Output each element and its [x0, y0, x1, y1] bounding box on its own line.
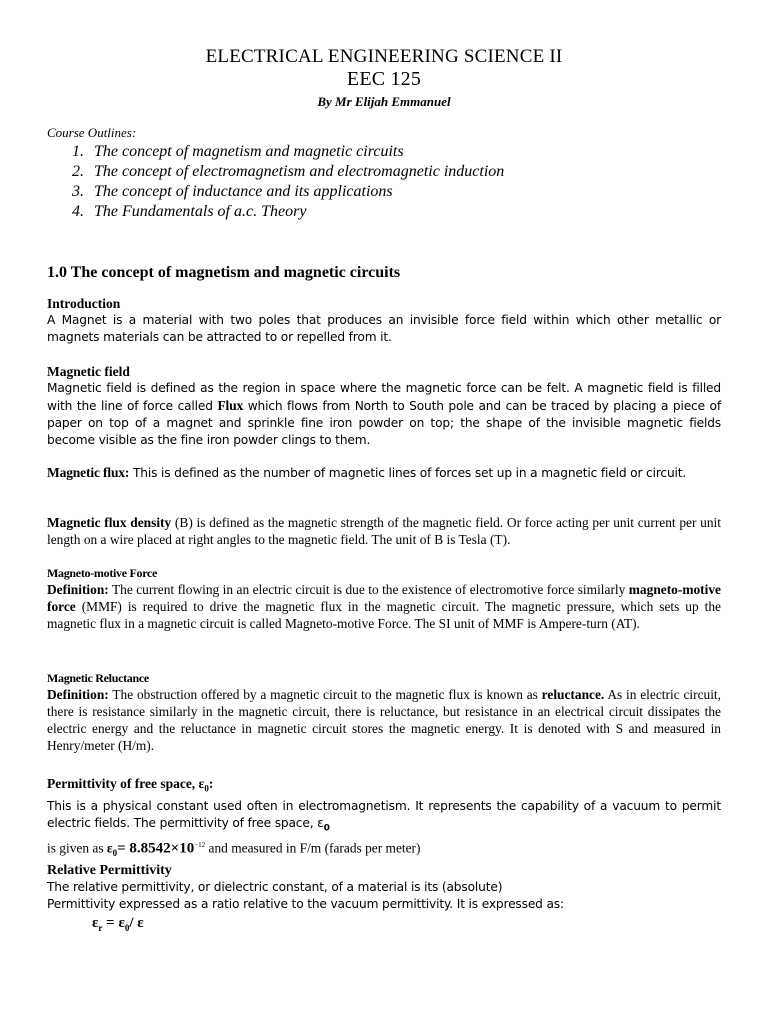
permittivity-section: [47, 775, 721, 862]
magnetic-flux-section: [47, 464, 721, 482]
permittivity-value-line: is given as $\varepsilon_0= 8.8542\times 10^{-12}$ and measured in F/m (farads per meter): [47, 840, 421, 859]
document-title: ELECTRICAL ENGINEERING SCIENCE II: [205, 46, 563, 67]
relative-permittivity-line-1: The relative permittivity, or dielectric constant, of a material is its (absolute): [47, 880, 503, 894]
author-byline: By Mr Elijah Emmanuel: [317, 94, 451, 109]
introduction-section: [47, 295, 721, 346]
introduction-heading: Introduction: [47, 296, 121, 311]
reluctance-section: [47, 670, 721, 754]
mmf-heading: Magneto-motive Force: [47, 566, 158, 580]
reluctance-paragraph: Definition: The obstruction offered by a magnetic circuit to the magnetic flux is known as reluctance. As in electric circuit, there is resistance similarly in the magnetic circuit, there is reluctance, but resistance in an electrical circuit dissipates the electric energy and the reluctance in magnetic circuit stores the magnetic energy. It is denoted with S and measured in Henry/meter (H/m).: [47, 687, 721, 753]
course-outline-label: Course Outlines:: [47, 125, 137, 140]
course-code: EEC 125: [346, 68, 422, 90]
outline-item: 3. The concept of inductance and its applications: [72, 183, 393, 200]
permittivity-paragraph: This is a physical constant used often in electromagnetism. It represents the capability of a vacuum to permit electric fields. The permittivity of free space, $\varepsilon_0$: [47, 798, 721, 834]
relative-permittivity-line-2: Permittivity expressed as a ratio relative to the vacuum permittivity. It is expressed as:: [47, 897, 564, 911]
course-outline-list: [72, 142, 504, 222]
magnetic-field-section: [47, 363, 721, 449]
relative-permittivity-heading: Relative Permittivity: [47, 863, 172, 878]
outline-item: 4. The Fundamentals of a.c. Theory: [72, 203, 307, 220]
magnetic-flux-paragraph: Magnetic flux: This is defined as the number of magnetic lines of forces set up in a magnetic field or circuit.: [47, 465, 687, 480]
relative-permittivity-formula: $\varepsilon_r = \varepsilon_0/$ ε: [92, 915, 144, 933]
magnetic-field-paragraph: Magnetic field is defined as the region in space where the magnetic force can be felt. A magnetic field is filled with the line of force called Flux which flows from North to South pole and can be traced by placing a piece of paper on top of a magnet and sprinkle fine iron powder on top; the shape of the invisible magnetic fields become visible as the fine iron powder clings to them.: [47, 381, 721, 447]
outline-item: 1. The concept of magnetism and magnetic circuits: [72, 143, 404, 160]
document-page: [47, 0, 721, 1024]
reluctance-heading: Magnetic Reluctance: [47, 671, 149, 685]
magnetic-field-heading: Magnetic field: [47, 364, 130, 379]
mmf-paragraph: Definition: The current flowing in an electric circuit is due to the existence of electromotive force similarly magneto-motive force (MMF) is required to drive the magnetic flux in the magnetic circuit. The magnetic pressure, which sets up the magnetic flux in a magnetic circuit is called Magneto-motive Force. The SI unit of MMF is Ampere-turn (AT).: [47, 582, 721, 631]
introduction-paragraph: A Magnet is a material with two poles that produces an invisible force field within which other metallic or magnets materials can be attracted to or repelled from it.: [47, 313, 721, 344]
flux-density-section: [47, 514, 721, 548]
relative-permittivity-section: [47, 862, 721, 933]
flux-density-paragraph: Magnetic flux density (B) is defined as the magnetic strength of the magnetic field. Or force acting per unit current per unit length on a wire placed at right angles to the magnetic field. The unit of B is Tesla (T).: [47, 515, 722, 547]
mmf-section: [47, 565, 721, 632]
outline-item: 2. The concept of electromagnetism and electromagnetic induction: [72, 163, 505, 180]
permittivity-heading: Permittivity of free space, $\varepsilon_0$:: [47, 776, 214, 794]
section-heading: 1.0 The concept of magnetism and magnetic circuits: [47, 264, 401, 281]
